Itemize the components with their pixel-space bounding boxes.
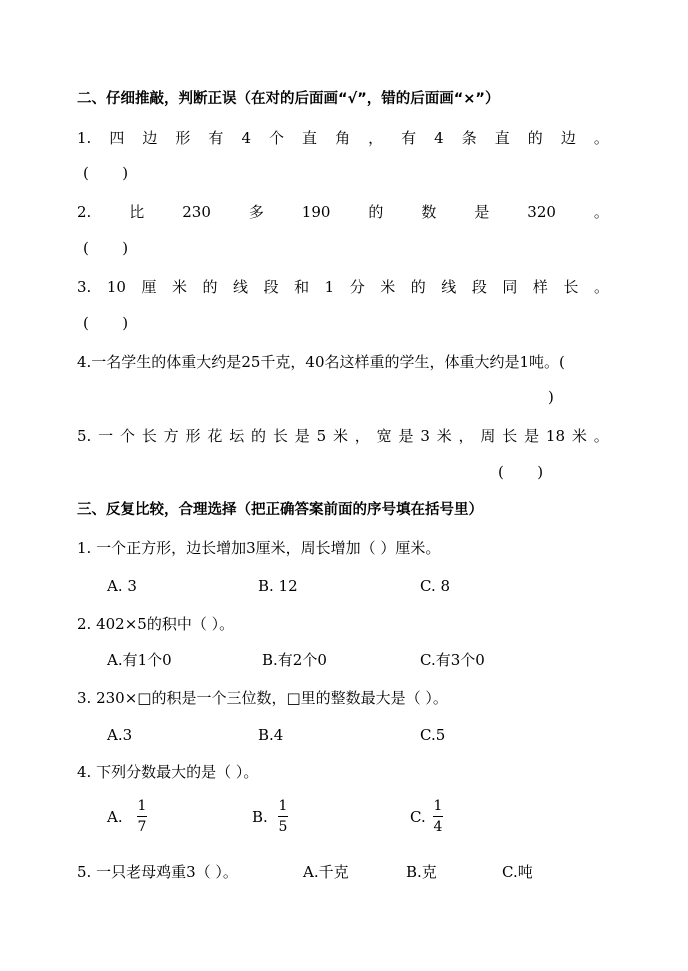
denominator: 7	[137, 819, 147, 835]
option-a[interactable]: A.千克	[303, 863, 349, 881]
question-token: 线	[441, 278, 457, 296]
question-token: 个	[269, 129, 285, 147]
question-token: 米	[571, 427, 587, 445]
question-token: 18	[545, 427, 566, 445]
question-token: 190	[301, 203, 331, 221]
question-number: 3.	[77, 278, 92, 296]
fraction-bar	[278, 816, 288, 817]
question-token: 个	[119, 427, 135, 445]
question-token: 长	[502, 427, 518, 445]
answer-parentheses-5[interactable]: ( )	[498, 463, 544, 481]
option-a[interactable]: A.3	[107, 726, 133, 744]
question-number: 2.	[77, 203, 92, 221]
option-b[interactable]: B.有2个0	[262, 651, 327, 669]
answer-parentheses-2[interactable]: ( )	[83, 239, 129, 257]
question-token: 段	[471, 278, 487, 296]
denominator: 5	[278, 819, 288, 835]
question-token: 一	[98, 427, 114, 445]
fraction-one-fourth	[433, 798, 443, 835]
question-token: 方	[163, 427, 179, 445]
question-token: 长	[141, 427, 157, 445]
question-token: 线	[233, 278, 249, 296]
question-token: 的	[202, 278, 218, 296]
fraction-one-seventh	[137, 798, 147, 835]
question-token: 样	[532, 278, 548, 296]
answer-parentheses-4-close[interactable]: )	[548, 388, 554, 406]
question-number: 1.	[77, 129, 92, 147]
question-token: 形	[175, 129, 191, 147]
question-token: 230	[182, 203, 211, 221]
question-token: 和	[294, 278, 310, 296]
question-token: 米	[380, 278, 396, 296]
question-token: 边	[560, 129, 576, 147]
question-token: 米	[332, 427, 348, 445]
question-token: 米	[436, 427, 452, 445]
choice-question-2: 2. 402×5的积中（ ）。	[77, 615, 235, 633]
question-token: 320	[527, 203, 556, 221]
numerator: 1	[278, 798, 288, 814]
option-a-label[interactable]: A.	[107, 808, 123, 826]
question-token: 长	[563, 278, 579, 296]
option-b-label[interactable]: B.	[252, 808, 268, 826]
question-token: 比	[129, 203, 145, 221]
answer-parentheses-3[interactable]: ( )	[83, 314, 129, 332]
question-token: 多	[248, 203, 264, 221]
judge-question-2	[77, 202, 609, 222]
question-token: 是	[398, 427, 414, 445]
question-token: 10	[106, 278, 126, 296]
question-token: 1	[324, 278, 335, 296]
fraction-one-fifth	[278, 798, 288, 835]
option-b[interactable]: B.克	[406, 863, 437, 881]
question-token: 。	[593, 203, 609, 221]
choice-question-5: 5. 一只老母鸡重3（ ）。	[77, 863, 238, 881]
option-b[interactable]: B.4	[258, 726, 284, 744]
fraction-bar	[433, 816, 443, 817]
question-token: 宽	[376, 427, 392, 445]
question-token: ，	[354, 427, 370, 445]
question-token: 条	[461, 129, 477, 147]
judge-question-5	[77, 426, 609, 446]
question-token: 是	[474, 203, 490, 221]
option-c[interactable]: C. 8	[420, 577, 451, 595]
question-token: 坛	[229, 427, 245, 445]
question-token: 3	[420, 427, 430, 445]
question-token: 是	[294, 427, 310, 445]
question-token: 周	[480, 427, 496, 445]
question-token: 米	[171, 278, 187, 296]
question-token: 5	[316, 427, 327, 445]
option-c[interactable]: C.有3个0	[420, 651, 485, 669]
option-c-label[interactable]: C.	[410, 808, 426, 826]
question-token: 段	[263, 278, 279, 296]
judge-question-3	[77, 277, 609, 297]
section-3-heading: 三、反复比较，合理选择（把正确答案前面的序号填在括号里）	[77, 502, 483, 518]
question-token: 的	[251, 427, 267, 445]
judge-question-4: 4.一名学生的体重大约是25千克，40名这样重的学生，体重大约是1吨。(	[77, 353, 565, 371]
option-a[interactable]: A. 3	[107, 577, 137, 595]
question-token: 厘	[141, 278, 157, 296]
numerator: 1	[433, 798, 443, 814]
question-token: 有	[401, 129, 417, 147]
question-token: 。	[593, 129, 609, 147]
question-token: ，	[368, 129, 384, 147]
question-number: 5.	[77, 427, 92, 445]
question-token: 直	[494, 129, 510, 147]
denominator: 4	[433, 819, 443, 835]
question-token: 4	[434, 129, 444, 147]
choice-question-3: 3. 230×□的积是一个三位数，□里的整数最大是（ ）。	[77, 689, 448, 707]
option-c[interactable]: C.5	[420, 726, 446, 744]
question-token: 的	[527, 129, 543, 147]
choice-question-4: 4. 下列分数最大的是（ ）。	[77, 763, 259, 781]
question-token: 的	[410, 278, 426, 296]
question-token: 的	[368, 203, 384, 221]
judge-question-1	[77, 128, 609, 148]
question-token: 4	[241, 129, 251, 147]
question-token: 边	[142, 129, 158, 147]
option-b[interactable]: B. 12	[258, 577, 298, 595]
option-c[interactable]: C.吨	[502, 863, 533, 881]
question-token: 长	[272, 427, 288, 445]
question-token: 有	[208, 129, 224, 147]
question-token: 花	[207, 427, 223, 445]
answer-parentheses-1[interactable]: ( )	[83, 164, 129, 182]
question-token: 分	[349, 278, 365, 296]
choice-question-1: 1. 一个正方形，边长增加3厘米，周长增加（ ）厘米。	[77, 539, 441, 557]
question-token: 是	[524, 427, 540, 445]
question-token: ，	[458, 427, 474, 445]
question-token: 数	[421, 203, 437, 221]
question-token: 。	[593, 427, 609, 445]
option-a[interactable]: A.有1个0	[107, 651, 172, 669]
numerator: 1	[137, 798, 147, 814]
question-token: 同	[502, 278, 518, 296]
section-2-heading: 二、仔细推敲，判断正误（在对的后面画“√”，错的后面画“×”）	[77, 91, 500, 107]
question-token: 四	[109, 129, 125, 147]
question-token: 直	[302, 129, 318, 147]
question-token: 。	[593, 278, 609, 296]
question-token: 形	[185, 427, 201, 445]
question-token: 角	[335, 129, 351, 147]
fraction-bar	[137, 816, 147, 817]
